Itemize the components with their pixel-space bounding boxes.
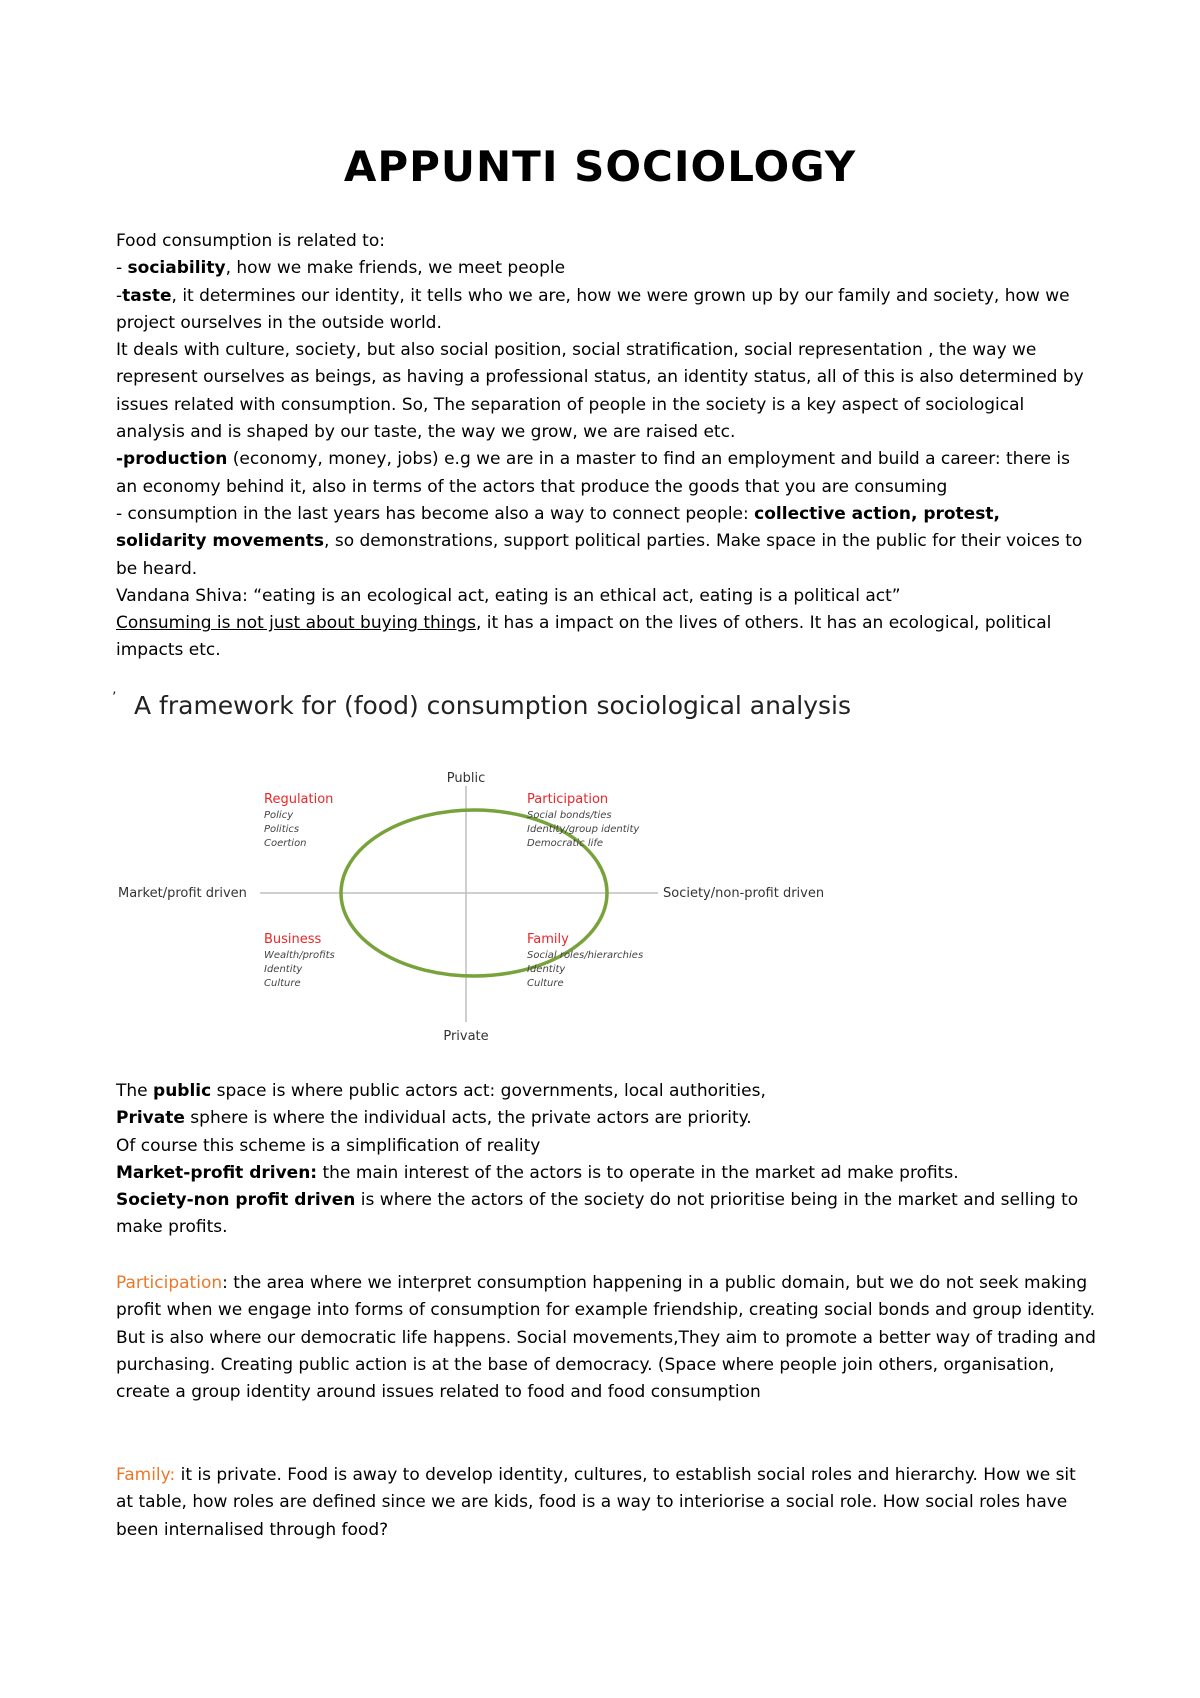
public-definition	[116, 1078, 1096, 1105]
family-item: Identity	[527, 964, 566, 975]
sociability-text: , how we make friends, we meet people	[225, 258, 566, 279]
regulation-title: Regulation	[264, 792, 334, 807]
market-def-text: the main interest of the actors is to operate in the market ad make profits.	[317, 1162, 959, 1183]
axis-society-label: Society/non-profit driven	[663, 886, 825, 901]
business-title: Business	[264, 932, 322, 947]
family-label: Family:	[116, 1465, 176, 1485]
connect-text: - consumption in the last years has become also a way to connect people:	[116, 503, 755, 524]
taste-term: taste	[122, 285, 172, 306]
framework-diagram	[0, 760, 1200, 1060]
bullet-dash: -	[116, 258, 128, 279]
participation-item: Identity/group identity	[527, 824, 640, 835]
sociability-item	[116, 255, 1096, 282]
simplification-note: Of course this scheme is a simplification of reality	[116, 1135, 541, 1156]
market-definition	[116, 1160, 1096, 1187]
consuming-underlined: Consuming is not just about buying things	[116, 613, 476, 634]
society-term: Society-non profit driven	[116, 1190, 356, 1211]
business-item: Culture	[264, 978, 301, 989]
intro-text: Food consumption is related to:	[116, 231, 385, 251]
collective-action-term: collective action, protest, solidarity movements	[116, 503, 1000, 552]
participation-title: Participation	[527, 792, 609, 807]
production-item	[116, 446, 1096, 501]
participation-item: Social bonds/ties	[527, 810, 612, 821]
family-item: Social roles/hierarchies	[527, 950, 644, 961]
axis-public-label: Public	[446, 771, 486, 786]
society-definition	[116, 1187, 1096, 1242]
business-item: Identity	[264, 964, 303, 975]
participation-item: Democratic life	[527, 838, 604, 849]
regulation-item: Coertion	[264, 838, 307, 849]
consuming-paragraph	[116, 610, 1096, 665]
public-def-pre: The	[116, 1081, 154, 1101]
family-item: Culture	[527, 978, 564, 989]
public-term: public	[153, 1081, 212, 1101]
figure-title: A framework for (food) consumption sociological analysis	[134, 691, 852, 720]
family-paragraph	[116, 1462, 1096, 1544]
taste-item	[116, 283, 1096, 338]
connect-item	[116, 501, 1096, 583]
bullet-dash: -	[116, 285, 123, 306]
regulation-item: Politics	[264, 824, 300, 835]
taste-text: , it determines our identity, it tells who we are, how we were grown up by our family and society, how we project ourselves in the outside world.	[116, 285, 1070, 333]
sociability-term: sociability	[127, 258, 226, 279]
axis-market-label: Market/profit driven	[118, 886, 247, 901]
family-title: Family	[527, 932, 569, 947]
participation-section	[116, 1270, 1096, 1406]
axis-private-label: Private	[443, 1029, 489, 1044]
explanation-section	[116, 1078, 1096, 1242]
intro-section	[116, 228, 1096, 665]
regulation-item: Policy	[264, 810, 294, 821]
culture-paragraph: It deals with culture, society, but also social position, social stratification, social representation , the way we represent ourselves as beings, as having a professional status, an identity status, all of this is also determined by issues related with consumption. So, The separation of people in the society is a key aspect of sociological analysis and is shaped by our taste, the way we grow, we are raised etc.	[116, 340, 1084, 443]
family-section	[116, 1462, 1096, 1544]
participation-label: Participation	[116, 1273, 223, 1293]
society-def-text: is where the actors of the society do not prioritise being in the market and selling to make profits.	[116, 1190, 1079, 1238]
production-text: (economy, money, jobs) e.g we are in a master to find an employment and build a career: there is an economy behind it, also in terms of the actors that produce the goods that you are consuming	[116, 449, 1070, 497]
participation-text: : the area where we interpret consumption happening in a public domain, but we do not seek making profit when we engage into forms of consumption for example friendship, creating social bonds and group identity. But is also where our democratic life happens. Social movements,They aim to promote a better way of trading and purchasing. Creating public action is at the base of democracy. (Space where people join others, organisation, create a group identity around issues related to food and food consumption	[116, 1273, 1096, 1403]
private-def-text: sphere is where the individual acts, the private actors are priority.	[184, 1108, 752, 1129]
intro-line	[116, 228, 1096, 255]
page-title: APPUNTI SOCIOLOGY	[343, 142, 857, 191]
production-term: -production	[116, 449, 228, 470]
private-term: Private	[116, 1108, 185, 1129]
figure-tick-mark: ’	[112, 690, 117, 706]
participation-paragraph	[116, 1270, 1096, 1406]
private-definition	[116, 1105, 1096, 1132]
public-def-text: space is where public actors act: governments, local authorities,	[211, 1081, 766, 1101]
family-text: it is private. Food is away to develop identity, cultures, to establish social roles and hierarchy. How we sit at table, how roles are defined since we are kids, food is a way to interiorise a social role. How social roles have been internalised through food?	[116, 1465, 1076, 1540]
connect-text-rest: , so demonstrations, support political parties. Make space in the public for their voices to be heard.	[116, 531, 1083, 579]
consuming-text: , it has a impact on the lives of others. It has an ecological, political impacts etc.	[116, 613, 1052, 661]
business-item: Wealth/profits	[264, 950, 335, 961]
market-term: Market-profit driven:	[116, 1162, 318, 1183]
shiva-quote: Vandana Shiva: “eating is an ecological act, eating is an ethical act, eating is a political act”	[116, 585, 901, 606]
